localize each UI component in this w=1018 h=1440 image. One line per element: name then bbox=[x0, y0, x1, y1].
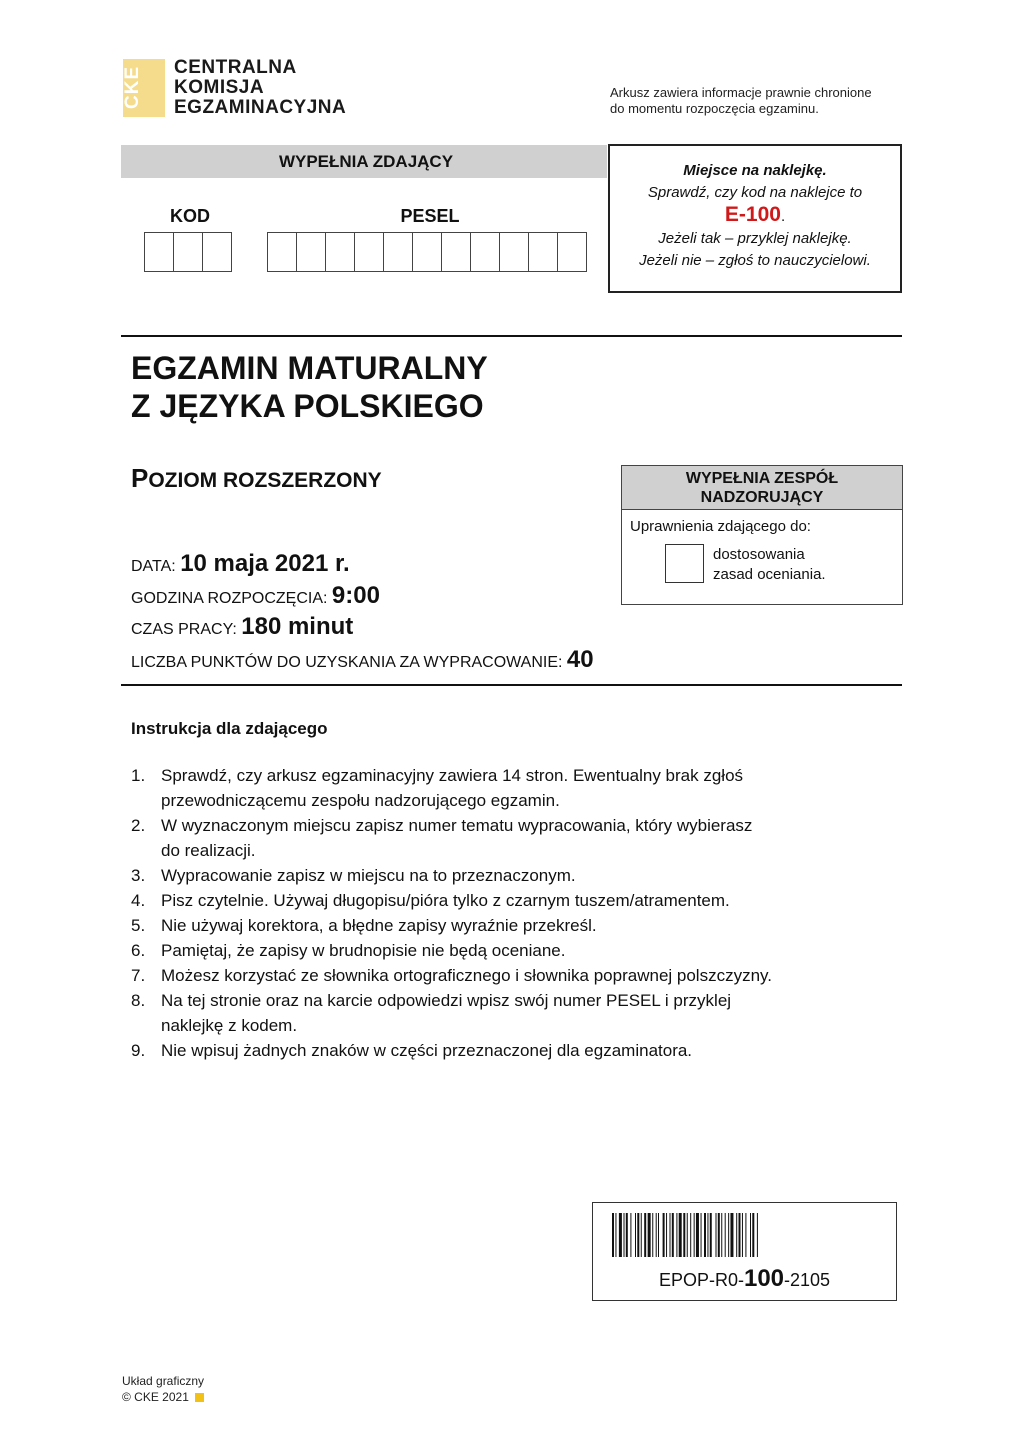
kod-label: KOD bbox=[170, 206, 210, 226]
logo-line-3: EGZAMINACYJNA bbox=[174, 97, 347, 118]
footer-line-1: Układ graficzny bbox=[122, 1374, 205, 1388]
instruction-item bbox=[131, 1038, 891, 1063]
points-value: 40 bbox=[566, 646, 594, 673]
instruction-number: 8. bbox=[131, 991, 146, 1010]
supervisor-box bbox=[621, 465, 903, 605]
exam-level bbox=[131, 463, 382, 494]
instruction-item bbox=[131, 763, 891, 813]
instruction-line: do realizacji. bbox=[161, 841, 256, 860]
sticker-code: E-100 bbox=[724, 203, 781, 226]
sticker-box bbox=[608, 144, 902, 293]
points-label: LICZBA PUNKTÓW DO UZYSKANIA ZA WYPRACOWANIE: bbox=[131, 654, 567, 671]
instruction-text bbox=[161, 988, 731, 1038]
exam-title-line-1: EGZAMIN MATURALNY bbox=[131, 350, 488, 386]
instructions-title: Instrukcja dla zdającego bbox=[131, 719, 328, 738]
adjustment-option bbox=[713, 545, 826, 585]
supervisor-header bbox=[622, 466, 902, 510]
logo-mark-text: CKE bbox=[122, 65, 143, 109]
kod-digit-box[interactable] bbox=[144, 232, 174, 272]
pesel-digit-box[interactable] bbox=[528, 232, 558, 272]
exam-points bbox=[131, 646, 594, 674]
divider-bottom bbox=[121, 684, 902, 686]
cke-logo-text bbox=[174, 58, 346, 118]
instruction-number: 6. bbox=[131, 941, 146, 960]
instruction-number: 1. bbox=[131, 766, 146, 785]
instruction-number: 3. bbox=[131, 866, 146, 885]
exam-date bbox=[131, 550, 350, 578]
instruction-line: Na tej stronie oraz na karcie odpowiedzi wpisz swój numer PESEL i przyklej bbox=[161, 991, 732, 1010]
instruction-line: Pisz czytelnie. Używaj długopisu/pióra tylko z czarnym tuszem/atramentem. bbox=[161, 891, 730, 910]
supervisor-header-line-1: WYPEŁNIA ZESPÓŁ bbox=[685, 470, 839, 487]
sticker-line-2: Sprawdź, czy kod na naklejce to bbox=[647, 184, 863, 201]
barcode-suffix: -2105 bbox=[784, 1270, 831, 1290]
instruction-line: W wyznaczonym miejscu zapisz numer tematu wypracowania, który wybierasz bbox=[161, 816, 753, 835]
pesel-digit-box[interactable] bbox=[325, 232, 355, 272]
time-value: 9:00 bbox=[331, 582, 380, 609]
sticker-line-3: Jeżeli tak – przyklej naklejkę. bbox=[658, 230, 852, 247]
sticker-code-suffix: . bbox=[780, 208, 786, 225]
barcode-icon bbox=[612, 1213, 877, 1257]
cke-logo-mark bbox=[123, 59, 165, 117]
option-line-1: dostosowania bbox=[713, 546, 805, 563]
instructions-list bbox=[131, 763, 891, 1063]
pesel-digit-box[interactable] bbox=[296, 232, 326, 272]
supervisor-label: Uprawnienia zdającego do: bbox=[630, 518, 811, 535]
instruction-item bbox=[131, 963, 891, 988]
logo-line-2: KOMISJA bbox=[174, 77, 265, 98]
instruction-line: Sprawdź, czy arkusz egzaminacyjny zawiera 14 stron. Ewentualny brak zgłoś bbox=[161, 766, 744, 785]
protected-note-line-1: Arkusz zawiera informacje prawnie chronione bbox=[610, 85, 872, 100]
level-rest: OZIOM ROZSZERZONY bbox=[148, 469, 382, 492]
instruction-number: 2. bbox=[131, 816, 146, 835]
instruction-text bbox=[161, 1038, 692, 1063]
supervisor-header-line-2: NADZORUJĄCY bbox=[700, 489, 824, 506]
kod-digit-box[interactable] bbox=[202, 232, 232, 272]
instruction-item bbox=[131, 888, 891, 913]
kod-digit-box[interactable] bbox=[173, 232, 203, 272]
instruction-text bbox=[161, 913, 597, 938]
protected-note-line-2: do momentu rozpoczęcia egzaminu. bbox=[610, 101, 819, 116]
exam-start-time bbox=[131, 582, 380, 610]
instruction-text bbox=[161, 763, 743, 813]
pesel-input-boxes[interactable] bbox=[268, 232, 587, 272]
exam-duration bbox=[131, 613, 353, 641]
instruction-item bbox=[131, 863, 891, 888]
duration-value: 180 minut bbox=[241, 613, 354, 640]
instruction-item bbox=[131, 938, 891, 963]
instruction-text bbox=[161, 963, 772, 988]
instruction-item bbox=[131, 913, 891, 938]
pesel-label: PESEL bbox=[400, 206, 460, 226]
exam-title-line-2: Z JĘZYKA POLSKIEGO bbox=[131, 388, 484, 424]
date-value: 10 maja 2021 r. bbox=[180, 550, 350, 577]
pesel-digit-box[interactable] bbox=[441, 232, 471, 272]
date-label: DATA: bbox=[131, 558, 181, 575]
duration-label: CZAS PRACY: bbox=[131, 621, 242, 638]
pesel-digit-box[interactable] bbox=[499, 232, 529, 272]
instruction-line: Nie wpisuj żadnych znaków w części przeznaczonej dla egzaminatora. bbox=[161, 1041, 693, 1060]
barcode-text bbox=[593, 1265, 896, 1293]
barcode-prefix: EPOP-R0- bbox=[658, 1270, 744, 1290]
sticker-line-4: Jeżeli nie – zgłoś to nauczycielowi. bbox=[639, 252, 871, 269]
barcode-main: 100 bbox=[743, 1265, 785, 1292]
instruction-text bbox=[161, 888, 730, 913]
instruction-number: 5. bbox=[131, 916, 146, 935]
pesel-digit-box[interactable] bbox=[412, 232, 442, 272]
logo-line-1: CENTRALNA bbox=[174, 57, 297, 78]
kod-input-boxes[interactable] bbox=[145, 232, 232, 272]
adjustment-checkbox[interactable] bbox=[665, 544, 704, 583]
time-label: GODZINA ROZPOCZĘCIA: bbox=[131, 590, 332, 607]
student-section-header: WYPEŁNIA ZDAJĄCY bbox=[278, 152, 454, 171]
level-initial: P bbox=[131, 463, 149, 493]
instruction-line: Pamiętaj, że zapisy w brudnopisie nie będą oceniane. bbox=[161, 941, 566, 960]
instruction-item bbox=[131, 988, 891, 1038]
pesel-digit-box[interactable] bbox=[557, 232, 587, 272]
pesel-digit-box[interactable] bbox=[383, 232, 413, 272]
footer bbox=[122, 1373, 204, 1405]
instruction-line: Wypracowanie zapisz w miejscu na to przeznaczonym. bbox=[161, 866, 576, 885]
instruction-number: 7. bbox=[131, 966, 146, 985]
barcode-box bbox=[592, 1202, 897, 1301]
instruction-item bbox=[131, 813, 891, 863]
instruction-text bbox=[161, 813, 752, 863]
instruction-number: 4. bbox=[131, 891, 146, 910]
instruction-number: 9. bbox=[131, 1041, 146, 1060]
pesel-digit-box[interactable] bbox=[267, 232, 297, 272]
instruction-line: naklejkę z kodem. bbox=[161, 1016, 298, 1035]
exam-title bbox=[131, 349, 488, 425]
instruction-text bbox=[161, 863, 576, 888]
instruction-line: przewodniczącemu zespołu nadzorującego egzamin. bbox=[161, 791, 560, 810]
option-line-2: zasad oceniania. bbox=[713, 566, 826, 583]
pesel-digit-box[interactable] bbox=[354, 232, 384, 272]
instruction-text bbox=[161, 938, 565, 963]
protected-note bbox=[610, 85, 872, 117]
instruction-line: Nie używaj korektora, a błędne zapisy wyraźnie przekreśl. bbox=[161, 916, 597, 935]
footer-dot-icon bbox=[195, 1393, 204, 1402]
sticker-line-1: Miejsce na naklejkę. bbox=[683, 162, 827, 179]
instruction-line: Możesz korzystać ze słownika ortograficznego i słownika poprawnej polszczyzny. bbox=[161, 966, 772, 985]
divider-top bbox=[121, 335, 902, 337]
footer-line-2: © CKE 2021 bbox=[122, 1390, 189, 1404]
pesel-digit-box[interactable] bbox=[470, 232, 500, 272]
